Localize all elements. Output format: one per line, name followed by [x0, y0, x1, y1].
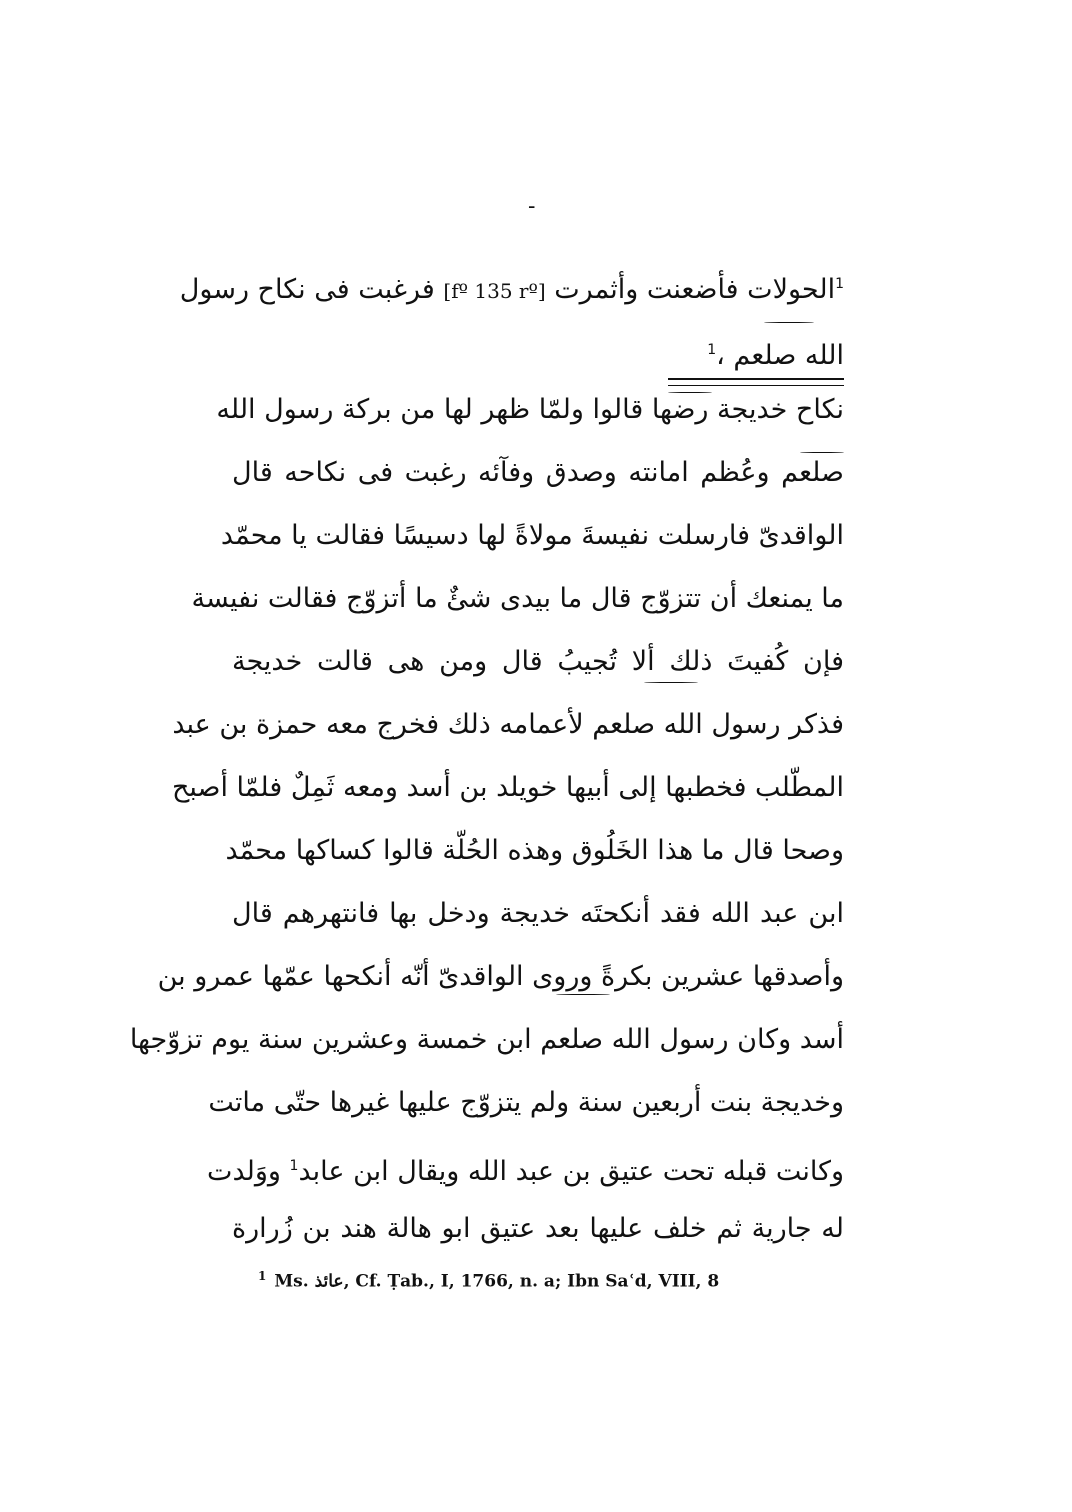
text-line-7: فإن كُفيتَ ذلك ألا تُجيبُ قال ومن هى قالت خديجة: [232, 646, 844, 677]
footnote-text: Ms. عائذ, Cf. Ṭab., I, 1766, n. a; Ibn Saʿd, VIII, 8: [274, 1271, 720, 1292]
text-segment: وكانت قبله تحت عتيق بن عبد الله ويقال ابن عابد: [298, 1156, 844, 1187]
text-segment: الله صلعم ،: [716, 340, 844, 371]
footnote-number: 1: [258, 1269, 267, 1283]
text-line-16: له جارية ثم خلف عليها بعد عتيق ابو هالة هند بن زُرارة: [232, 1213, 844, 1244]
text-line-5: الواقدىّ فارسلت نفيسةَ مولاةً لها دسيسًا فقالت يا محمّد: [220, 520, 844, 551]
footnote-superscript: 1: [289, 1158, 299, 1174]
text-line-15: [207, 1146, 844, 1192]
section-rule: [668, 378, 844, 380]
overline-mark: [668, 392, 712, 393]
overline-mark: [800, 452, 844, 453]
main-text: [129, 262, 844, 1244]
text-line-4: صلعم وعُظم امانته وصدق وفآئه رغبت فى نكاحه قال: [232, 457, 844, 488]
text-segment: الحولات فأضعنت وأثمرت: [554, 274, 836, 305]
text-line-8: فذكر رسول الله صلعم لأعمامه ذلك فخرج معه حمزة بن عبد: [172, 709, 844, 740]
text-line-14: وخديجة بنت أربعين سنة ولم يتزوّج عليها غيرها حتّى ماتت: [208, 1087, 844, 1118]
section-rule-thin: [668, 385, 844, 386]
overline-mark: [644, 682, 698, 683]
text-segment: فرغبت فى نكاح رسول: [179, 274, 435, 305]
overline-mark: [764, 322, 814, 323]
overline-mark: [556, 994, 610, 995]
text-line-3: نكاح خديجة رضها قالوا ولمّا ظهر لها من بركة رسول الله: [216, 394, 844, 425]
page-mark: -: [528, 194, 536, 219]
text-line-9: المطّلب فخطبها إلى أبيها خويلد بن أسد ومعه ثَمِلٌ فلمّا أصبح: [171, 772, 844, 803]
text-line-12: وأصدقها عشرين بكرةً وروى الواقدىّ أنّه أنكحها عمّها عمرو بن: [157, 961, 844, 992]
text-line-13: أسد وكان رسول الله صلعم ابن خمسة وعشرين سنة يوم تزوّجها: [129, 1024, 844, 1055]
text-line-10: وصحا قال ما هذا الخَلُوق وهذه الحُلّة قالوا كساكها محمّد: [225, 835, 844, 866]
text-line-2: [232, 330, 844, 376]
text-line-6: ما يمنعك أن تتزوّج قال ما بيدى شئٌ ما أتزوّج فقالت نفيسة: [191, 583, 844, 614]
footnote-superscript: 1: [707, 342, 717, 358]
text-segment: ووَلدت: [207, 1156, 281, 1187]
footnote: [258, 1264, 858, 1294]
footnote-marker: 1: [835, 276, 844, 292]
text-line-1: [179, 264, 844, 311]
text-line-11: ابن عبد الله فقد أنكحتَه خديجة ودخل بها فانتهرهم قال: [232, 898, 844, 929]
folio-reference: [fº 135 rº]: [443, 279, 546, 303]
